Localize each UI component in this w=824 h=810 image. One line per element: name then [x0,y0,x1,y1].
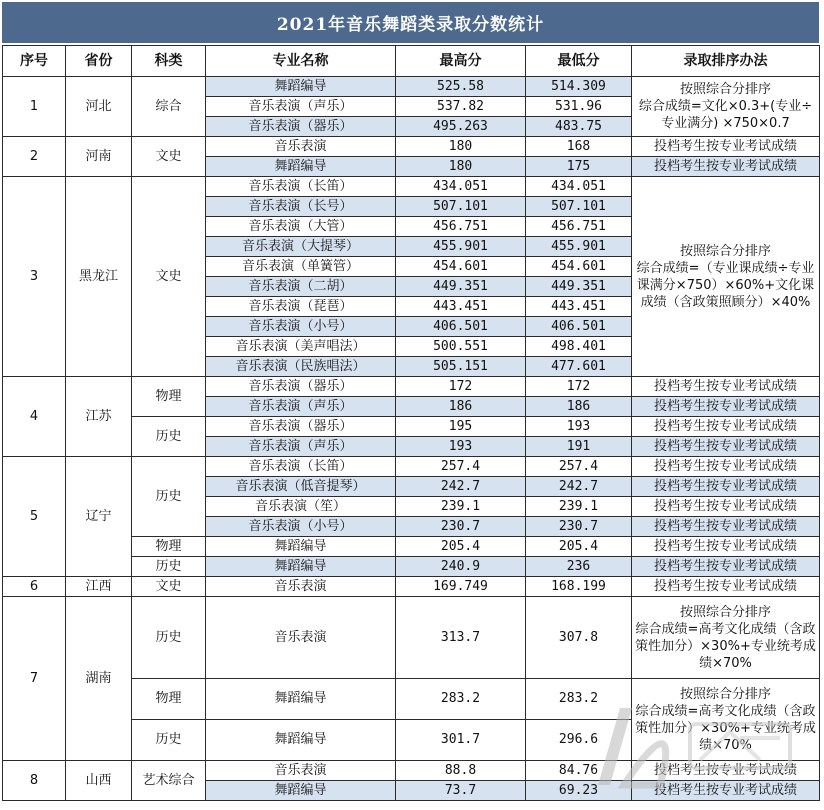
table-row [3,77,820,97]
cell-max: 193 [396,437,526,457]
cell-max: 230.7 [396,517,526,537]
cell-rule: 按照综合分排序 综合成绩=文化×0.3+(专业÷专业满分) ×750×0.7 [632,77,820,137]
cell-category: 历史 [132,720,206,761]
cell-no: 7 [3,597,66,761]
cell-major: 舞蹈编导 [206,557,396,577]
cell-major: 舞蹈编导 [206,781,396,801]
cell-min: 168.199 [526,577,632,597]
cell-province: 辽宁 [66,457,132,577]
cell-rule: 投档考生按专业考试成绩 [632,497,820,517]
cell-min: 205.4 [526,537,632,557]
cell-min: 168 [526,137,632,157]
cell-major: 音乐表演（器乐） [206,417,396,437]
cell-min: 172 [526,377,632,397]
cell-max: 301.7 [396,720,526,761]
cell-min: 257.4 [526,457,632,477]
cell-major: 音乐表演（低音提琴） [206,477,396,497]
cell-no: 6 [3,577,66,597]
cell-category: 文史 [132,577,206,597]
header-row [3,46,820,77]
cell-min: 296.6 [526,720,632,761]
cell-min: 406.501 [526,317,632,337]
cell-major: 音乐表演 [206,597,396,679]
cell-category: 文史 [132,177,206,377]
cell-rule: 投档考生按专业考试成绩 [632,417,820,437]
cell-min: 193 [526,417,632,437]
cell-max: 88.8 [396,761,526,781]
cell-max: 456.751 [396,217,526,237]
cell-min: 498.401 [526,337,632,357]
cell-rule: 投档考生按专业考试成绩 [632,437,820,457]
cell-rule: 投档考生按专业考试成绩 [632,397,820,417]
cell-min: 449.351 [526,277,632,297]
cell-max: 180 [396,137,526,157]
cell-major: 音乐表演（琵琶） [206,297,396,317]
header-min-score: 最低分 [526,46,632,77]
cell-max: 495.263 [396,117,526,137]
cell-min: 507.101 [526,197,632,217]
cell-rule: 投档考生按专业考试成绩 [632,377,820,397]
cell-major: 音乐表演（小号） [206,317,396,337]
cell-rule: 按照综合分排序 综合成绩=（专业课成绩÷专业课满分×750）×60%+文化课成绩（含政策照顾分）×40% [632,177,820,377]
cell-rule: 按照综合分排序 综合成绩=高考文化成绩（含政策性加分）×30%+专业统考成绩×70% [632,679,820,761]
header-max-score: 最高分 [396,46,526,77]
cell-rule: 投档考生按专业考试成绩 [632,781,820,801]
cell-min: 307.8 [526,597,632,679]
cell-max: 434.051 [396,177,526,197]
cell-major: 音乐表演（声乐） [206,397,396,417]
cell-category: 物理 [132,679,206,720]
table-row [3,761,820,781]
cell-max: 169.749 [396,577,526,597]
cell-no: 8 [3,761,66,801]
header-province: 省份 [66,46,132,77]
cell-major: 音乐表演 [206,577,396,597]
header-ranking-method: 录取排序办法 [632,46,820,77]
cell-min: 434.051 [526,177,632,197]
cell-category: 物理 [132,537,206,557]
cell-max: 449.351 [396,277,526,297]
cell-min: 69.23 [526,781,632,801]
table-row [3,457,820,477]
cell-rule: 投档考生按专业考试成绩 [632,761,820,781]
cell-major: 音乐表演（小号） [206,517,396,537]
cell-major: 音乐表演（大管） [206,217,396,237]
cell-max: 313.7 [396,597,526,679]
cell-major: 音乐表演（笙） [206,497,396,517]
cell-category: 历史 [132,557,206,577]
cell-min: 84.76 [526,761,632,781]
cell-no: 2 [3,137,66,177]
cell-min: 455.901 [526,237,632,257]
cell-max: 500.551 [396,337,526,357]
cell-no: 4 [3,377,66,457]
cell-major: 音乐表演（长笛） [206,177,396,197]
cell-rule: 投档考生按专业考试成绩 [632,537,820,557]
cell-category: 艺术综合 [132,761,206,801]
cell-category: 物理 [132,377,206,417]
cell-max: 525.58 [396,77,526,97]
cell-category: 历史 [132,417,206,457]
header-no: 序号 [3,46,66,77]
cell-province: 河南 [66,137,132,177]
header-major: 专业名称 [206,46,396,77]
cell-min: 175 [526,157,632,177]
cell-major: 音乐表演（民族唱法） [206,357,396,377]
cell-major: 舞蹈编导 [206,679,396,720]
cell-rule: 投档考生按专业考试成绩 [632,557,820,577]
cell-rule: 投档考生按专业考试成绩 [632,477,820,497]
cell-max: 205.4 [396,537,526,557]
table-row [3,177,820,197]
cell-major: 音乐表演（二胡） [206,277,396,297]
cell-major: 舞蹈编导 [206,537,396,557]
cell-no: 1 [3,77,66,137]
cell-min: 456.751 [526,217,632,237]
cell-major: 音乐表演（声乐） [206,97,396,117]
cell-max: 455.901 [396,237,526,257]
table-row [3,577,820,597]
cell-province: 山西 [66,761,132,801]
cell-min: 191 [526,437,632,457]
cell-major: 音乐表演 [206,137,396,157]
cell-province: 江苏 [66,377,132,457]
cell-max: 257.4 [396,457,526,477]
cell-max: 195 [396,417,526,437]
cell-rule: 投档考生按专业考试成绩 [632,157,820,177]
cell-max: 73.7 [396,781,526,801]
cell-max: 180 [396,157,526,177]
cell-no: 3 [3,177,66,377]
cell-min: 186 [526,397,632,417]
cell-max: 454.601 [396,257,526,277]
cell-max: 443.451 [396,297,526,317]
cell-max: 186 [396,397,526,417]
cell-min: 514.309 [526,77,632,97]
cell-min: 283.2 [526,679,632,720]
table-row [3,597,820,679]
cell-rule: 投档考生按专业考试成绩 [632,577,820,597]
cell-rule: 按照综合分排序 综合成绩=高考文化成绩（含政策性加分）×30%+专业统考成绩×70% [632,597,820,679]
cell-max: 505.151 [396,357,526,377]
table-row [3,137,820,157]
cell-major: 音乐表演（长号） [206,197,396,217]
cell-rule: 投档考生按专业考试成绩 [632,457,820,477]
cell-min: 239.1 [526,497,632,517]
cell-min: 454.601 [526,257,632,277]
cell-major: 音乐表演 [206,761,396,781]
cell-max: 283.2 [396,679,526,720]
cell-category: 综合 [132,77,206,137]
cell-max: 240.9 [396,557,526,577]
cell-min: 230.7 [526,517,632,537]
cell-category: 历史 [132,457,206,537]
admission-score-table [2,45,820,801]
table-title: 2021年音乐舞蹈类录取分数统计 [2,2,819,43]
cell-min: 483.75 [526,117,632,137]
cell-major: 音乐表演（长笛） [206,457,396,477]
cell-rule: 投档考生按专业考试成绩 [632,517,820,537]
cell-max: 172 [396,377,526,397]
cell-min: 477.601 [526,357,632,377]
cell-major: 音乐表演（大提琴） [206,237,396,257]
cell-max: 507.101 [396,197,526,217]
cell-province: 江西 [66,577,132,597]
cell-max: 239.1 [396,497,526,517]
cell-major: 音乐表演（单簧管） [206,257,396,277]
cell-max: 242.7 [396,477,526,497]
cell-min: 236 [526,557,632,577]
cell-major: 音乐表演（美声唱法） [206,337,396,357]
header-category: 科类 [132,46,206,77]
cell-max: 406.501 [396,317,526,337]
cell-province: 湖南 [66,597,132,761]
cell-no: 5 [3,457,66,577]
cell-major: 音乐表演（器乐） [206,377,396,397]
cell-min: 443.451 [526,297,632,317]
table-row [3,377,820,397]
cell-province: 河北 [66,77,132,137]
cell-major: 音乐表演（器乐） [206,117,396,137]
cell-major: 音乐表演（声乐） [206,437,396,457]
cell-province: 黑龙江 [66,177,132,377]
cell-rule: 投档考生按专业考试成绩 [632,137,820,157]
cell-min: 531.96 [526,97,632,117]
cell-major: 舞蹈编导 [206,157,396,177]
cell-min: 242.7 [526,477,632,497]
cell-major: 舞蹈编导 [206,77,396,97]
cell-category: 文史 [132,137,206,177]
cell-category: 历史 [132,597,206,679]
cell-max: 537.82 [396,97,526,117]
cell-major: 舞蹈编导 [206,720,396,761]
